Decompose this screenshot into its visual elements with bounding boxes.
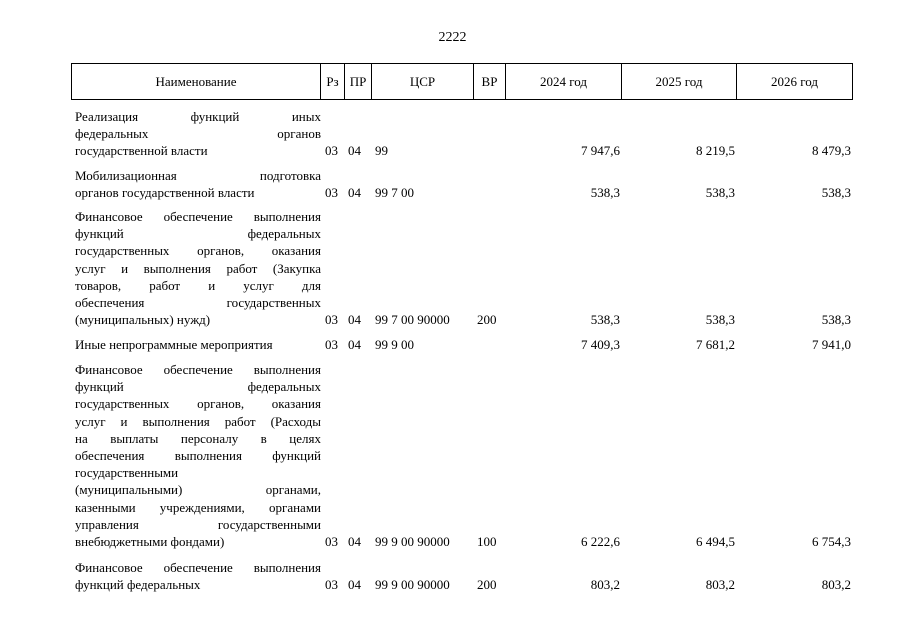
header-pr: ПР	[345, 63, 372, 100]
row-csr: 99 9 00 90000	[375, 534, 450, 549]
header-csr: ЦСР	[372, 63, 474, 100]
header-2024: 2024 год	[506, 63, 622, 100]
row-name-line: управления государственными	[75, 516, 321, 532]
header-2026: 2026 год	[737, 63, 853, 100]
row-y2026: 538,3	[821, 185, 851, 201]
row-vr: 100	[477, 534, 497, 549]
row-csr: 99 9 00 90000	[375, 577, 450, 593]
row-name-line: Реализация функций иных	[75, 109, 321, 124]
row-pr: 04	[348, 577, 361, 593]
row-y2025: 8 219,5	[696, 143, 735, 159]
row-rz: 03	[325, 143, 338, 159]
row-name-line: Мобилизационная подготовка	[75, 168, 321, 183]
row-name-line: обеспечения государственных	[75, 294, 321, 310]
row-rz: 03	[325, 577, 338, 593]
row-name-line: товаров, работ и услуг для	[75, 277, 321, 293]
row-pr: 04	[348, 337, 361, 352]
row-y2025: 803,2	[705, 577, 735, 593]
row-csr: 99 7 00 90000	[375, 312, 450, 328]
row-pr: 04	[348, 143, 361, 159]
row-name-line: на выплаты персоналу в целях	[75, 430, 321, 446]
row-name-line: Иные непрограммные мероприятия	[75, 337, 273, 352]
row-name-line: государственных органов, оказания	[75, 243, 321, 259]
row-name-line: услуг и выполнения работ (Закупка	[75, 260, 321, 276]
row-name-line: федеральных органов	[75, 126, 321, 142]
row-y2026: 6 754,3	[812, 534, 851, 549]
row-name-line: (муниципальными) органами,	[75, 482, 321, 498]
row-name	[75, 336, 321, 353]
row-y2024: 7 947,6	[581, 143, 620, 159]
row-pr: 04	[348, 534, 361, 549]
row-name-line: функций федеральных	[75, 226, 321, 242]
header-vr: ВР	[474, 63, 506, 100]
header-2025: 2025 год	[622, 63, 737, 100]
row-y2024: 538,3	[590, 312, 620, 328]
row-name-line: казенными учреждениями, органами	[75, 499, 321, 515]
row-vr: 200	[477, 312, 497, 328]
row-rz: 03	[325, 534, 338, 549]
row-rz: 03	[325, 312, 338, 328]
row-name-line: органов государственной власти	[75, 185, 255, 201]
row-name-line: обеспечения выполнения функций	[75, 447, 321, 463]
row-name	[75, 167, 321, 201]
row-name-line: функций федеральных	[75, 577, 201, 593]
row-name	[75, 361, 321, 550]
row-name-line: Финансовое обеспечение выполнения	[75, 560, 321, 575]
row-name	[75, 559, 321, 593]
row-name-line: услуг и выполнения работ (Расходы	[75, 413, 321, 429]
row-name-line: государственными	[75, 465, 179, 481]
row-name	[75, 208, 321, 328]
row-pr: 04	[348, 312, 361, 328]
row-y2024: 803,2	[590, 577, 620, 593]
row-y2024: 7 409,3	[581, 337, 620, 352]
row-name-line: (муниципальных) нужд)	[75, 312, 211, 328]
row-name-line: Финансовое обеспечение выполнения	[75, 362, 321, 377]
row-y2024: 6 222,6	[581, 534, 620, 549]
row-name-line: государственных органов, оказания	[75, 396, 321, 412]
row-y2024: 538,3	[590, 185, 620, 201]
row-y2026: 8 479,3	[812, 143, 851, 159]
row-rz: 03	[325, 337, 338, 352]
row-name	[75, 108, 321, 160]
row-y2025: 7 681,2	[696, 337, 735, 352]
row-csr: 99	[375, 143, 388, 159]
row-csr: 99 9 00	[375, 337, 414, 352]
row-name-line: государственной власти	[75, 143, 208, 159]
row-y2025: 538,3	[705, 312, 735, 328]
row-rz: 03	[325, 185, 338, 201]
header-rz: Рз	[321, 63, 345, 100]
header-name: Наименование	[71, 63, 321, 100]
row-csr: 99 7 00	[375, 185, 414, 201]
row-pr: 04	[348, 185, 361, 201]
row-name-line: внебюджетными фондами)	[75, 533, 225, 549]
row-y2025: 538,3	[705, 185, 735, 201]
row-name-line: Финансовое обеспечение выполнения	[75, 209, 321, 224]
page-number: 2222	[438, 30, 467, 45]
row-y2025: 6 494,5	[696, 534, 735, 549]
row-vr: 200	[477, 577, 497, 593]
row-y2026: 7 941,0	[812, 337, 851, 352]
row-y2026: 803,2	[821, 577, 851, 593]
row-name-line: функций федеральных	[75, 379, 321, 395]
row-y2026: 538,3	[821, 312, 851, 328]
